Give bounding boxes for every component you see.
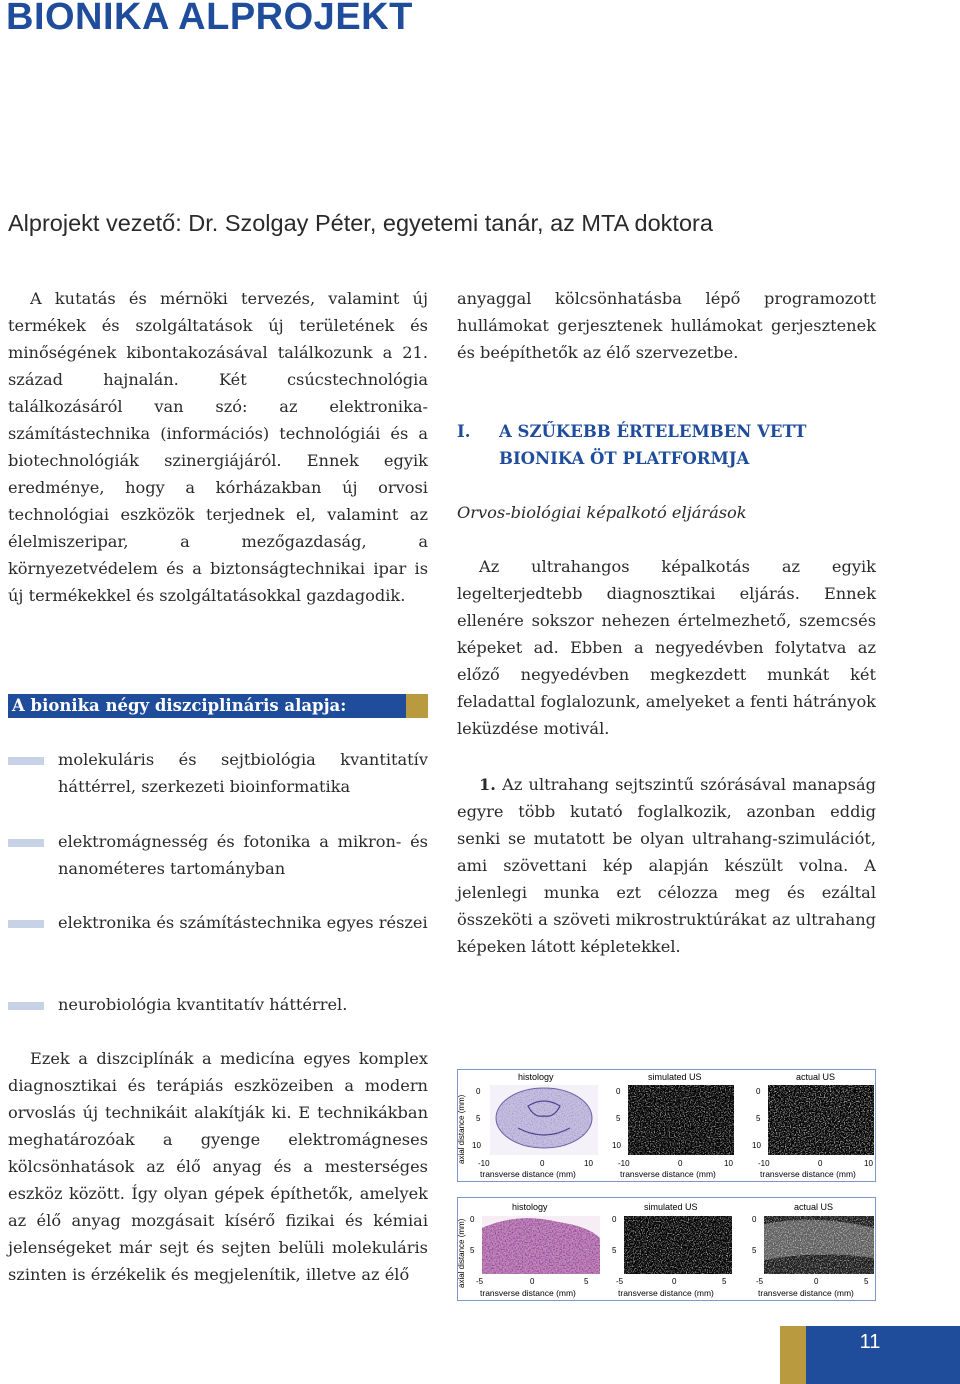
x-axis-label: transverse distance (mm) bbox=[758, 1288, 854, 1298]
project-leader: Alprojekt vezető: Dr. Szolgay Péter, egyetemi tanár, az MTA doktora bbox=[8, 210, 713, 236]
task-text: Az ultrahang sejtszintű szórásával manapság egyre több kutató foglalkozik, azonban eddig senki se mutatott be olyan ultrahang-szimulációt, ami szövettani kép alapján készült volna. A jelenlegi munka ezt célozza meg és ezáltal összeköti a szöveti mikrostruktúrákat az ultrahang képeken látott képletekkel. bbox=[457, 775, 876, 956]
ultrasound-figure-brain bbox=[457, 1069, 876, 1182]
x-tick: -5 bbox=[476, 1277, 484, 1286]
panel-title: simulated US bbox=[644, 1202, 698, 1212]
title-bar-accent bbox=[406, 694, 428, 718]
x-tick: -10 bbox=[758, 1159, 770, 1168]
y-tick: 0 bbox=[616, 1087, 621, 1096]
bullet-dash-icon bbox=[8, 839, 44, 847]
ultrasound-paragraph: Az ultrahangos képalkotás az egyik legelterjedtebb diagnosztikai eljárás. Ennek ellenére sokszor nehezen értelmezhető, szemcsés képeket ad. Ebben a negyedévben folytatva az előző negyedévben megkezdett munkát két feladattal foglalozunk, amelyeket a fenti hátrányok leküzdése motivál. bbox=[457, 557, 876, 738]
panel-title: actual US bbox=[796, 1072, 836, 1082]
intro-paragraph: A kutatás és mérnöki tervezés, valamint új termékek és szolgáltatások új területének és minőségének kibontakozásával találkozunk a 21. század hajnalán. Két csúcstechnológia találkozásáról van szó: az elektronika-számítástechnika (információs) technológiái és a biotechnológiák szinergiájáról. Ennek egyik eredménye, hogy a kórházakban új orvosi technológiai eszközök terjednek el, valamint az élelmiszeripar, a mezőgazdaság, a környezetvédelem és a biztonságtechnikai ipar is új termékekkel és szolgáltatásokkal gazdagodik. bbox=[8, 289, 428, 605]
panel-title: histology bbox=[512, 1202, 548, 1212]
ultrasound-figure-tissue bbox=[457, 1197, 876, 1301]
x-tick: 0 bbox=[672, 1277, 677, 1286]
x-tick: -10 bbox=[618, 1159, 630, 1168]
continuation-paragraph: anyaggal kölcsönhatásba lépő programozott hullámokat gerjesztenek hullámokat gerjesztenek és beépíthetők az élő szervezetbe. bbox=[457, 289, 876, 362]
disciplines-title: A bionika négy diszciplináris alapja: bbox=[12, 696, 347, 715]
x-tick: -5 bbox=[756, 1277, 764, 1286]
bullet-dash-icon bbox=[8, 920, 44, 928]
task-paragraph bbox=[457, 771, 876, 960]
x-tick: -5 bbox=[616, 1277, 624, 1286]
x-tick: 5 bbox=[864, 1277, 869, 1286]
section-title: A SZŰKEBB ÉRTELEMBEN VETT BIONIKA ÖT PLATFORMJA bbox=[499, 422, 807, 468]
y-tick: 5 bbox=[752, 1246, 757, 1255]
x-tick: 10 bbox=[864, 1159, 873, 1168]
y-tick: 5 bbox=[756, 1114, 761, 1123]
panel-title: histology bbox=[518, 1072, 554, 1082]
bullet-dash-icon bbox=[8, 757, 44, 765]
y-axis-label: axial distance (mm) bbox=[457, 1218, 466, 1288]
task-paragraph-block bbox=[457, 771, 876, 960]
y-tick: 0 bbox=[612, 1215, 617, 1224]
x-axis-label: transverse distance (mm) bbox=[480, 1169, 576, 1179]
x-axis-label: transverse distance (mm) bbox=[760, 1169, 856, 1179]
panel-title: simulated US bbox=[648, 1072, 702, 1082]
y-tick: 5 bbox=[476, 1114, 481, 1123]
x-tick: 0 bbox=[530, 1277, 535, 1286]
x-axis-label: transverse distance (mm) bbox=[618, 1288, 714, 1298]
list-item-text: elektronika és számítástechnika egyes részei bbox=[58, 913, 428, 932]
list-item-text: neurobiológia kvantitatív háttérrel. bbox=[58, 995, 348, 1014]
x-tick: 10 bbox=[584, 1159, 593, 1168]
ultrasound-paragraph-block bbox=[457, 553, 876, 742]
closing-paragraph-block bbox=[8, 1045, 428, 1288]
x-axis-label: transverse distance (mm) bbox=[620, 1169, 716, 1179]
right-continuation-block bbox=[457, 285, 876, 366]
subsection-title: Orvos-biológiai képalkotó eljárások bbox=[457, 503, 747, 522]
x-axis-label: transverse distance (mm) bbox=[480, 1288, 576, 1298]
y-tick: 10 bbox=[752, 1141, 761, 1150]
x-tick: 5 bbox=[722, 1277, 727, 1286]
x-tick: 0 bbox=[818, 1159, 823, 1168]
y-tick: 0 bbox=[470, 1215, 475, 1224]
x-tick: 10 bbox=[724, 1159, 733, 1168]
figure-2-graphic bbox=[458, 1198, 877, 1302]
y-tick: 5 bbox=[470, 1246, 475, 1255]
x-tick: 0 bbox=[814, 1277, 819, 1286]
figure-1-graphic bbox=[458, 1070, 877, 1183]
y-tick: 5 bbox=[616, 1114, 621, 1123]
intro-paragraph-block bbox=[8, 285, 428, 609]
closing-paragraph: Ezek a diszciplínák a medicína egyes komplex diagnosztikai és terápiás eszközeiben a modern orvoslás új technikáit alakítják ki. E technikákban meghatározóak a gyenge elektromágneses kölcsönhatások az élő anyag és a mesterséges eszköz között. Így olyan gépek építhetők, amelyek az élő anyag mozgásait kísérő fizikai és kémiai jelenségeket már sejt és sejten belüli molekuláris szinten is érzékelik és megjelenítik, illetve az élő bbox=[8, 1049, 428, 1284]
y-tick: 10 bbox=[472, 1141, 481, 1150]
y-tick: 5 bbox=[612, 1246, 617, 1255]
list-item-text: elektromágnesség és fotonika a mikron- és nanométeres tartományban bbox=[58, 832, 428, 878]
bullet-dash-icon bbox=[8, 1002, 44, 1010]
y-tick: 0 bbox=[756, 1087, 761, 1096]
y-axis-label: axial distance (mm) bbox=[457, 1094, 466, 1164]
x-tick: 0 bbox=[540, 1159, 545, 1168]
x-tick: 0 bbox=[678, 1159, 683, 1168]
section-number: I. bbox=[457, 422, 471, 441]
page-number: 11 bbox=[859, 1331, 881, 1353]
y-tick: 10 bbox=[612, 1141, 621, 1150]
page-title: BIONIKA ALPROJEKT bbox=[6, 0, 413, 38]
task-number: 1. bbox=[479, 775, 496, 794]
panel-title: actual US bbox=[794, 1202, 834, 1212]
list-item-text: molekuláris és sejtbiológia kvantitatív háttérrel, szerkezeti bioinformatika bbox=[58, 750, 428, 796]
y-tick: 0 bbox=[752, 1215, 757, 1224]
disciplines-title-bar bbox=[8, 694, 428, 718]
y-tick: 0 bbox=[476, 1087, 481, 1096]
x-tick: 5 bbox=[584, 1277, 589, 1286]
x-tick: -10 bbox=[478, 1159, 490, 1168]
footer-accent bbox=[780, 1326, 806, 1384]
